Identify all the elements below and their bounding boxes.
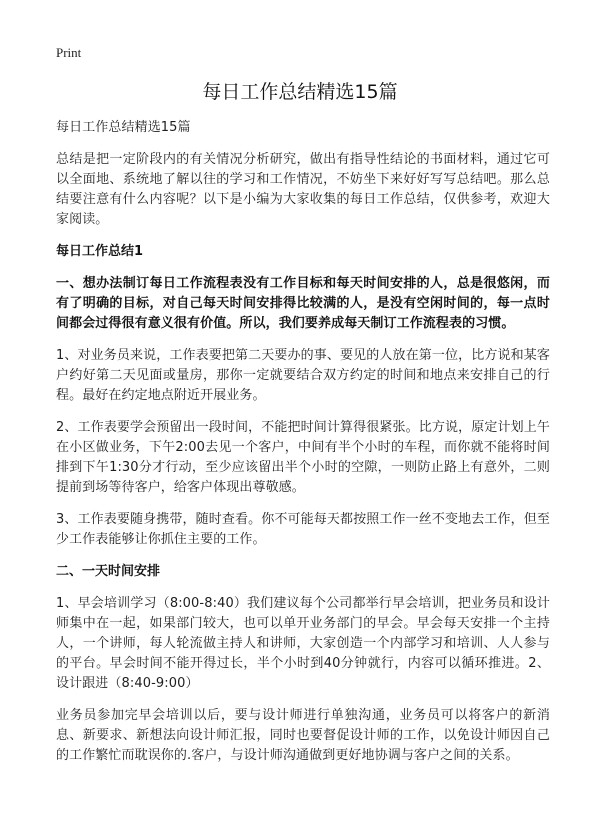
intro-paragraph: 总结是把一定阶段内的有关情况分析研究，做出有指导性结论的书面材料，通过它可以全面地、系统地了解以往的学习和工作情况，不妨坐下来好好写写总结吧。那么总结要注意有什么内容呢？以下是小编为大家收集的每日工作总结，仅供参考，欢迎大家阅读。 [56, 152, 550, 227]
list-item: 2、工作表要学会预留出一段时间，不能把时间计算得很紧张。比方说，原定计划上午在小区做业务，下午2:00去见一个客户，中间有半个小时的车程，而你就不能将时间排到下午1:30分才行动，至少应该留出半个小时的空隙，一则防止路上有意外，二则提前到场等待客户，给客户体现出尊敬感。 [56, 420, 550, 495]
section-heading: 每日工作总结1 [56, 244, 144, 259]
point-two-heading: 二、一天时间安排 [56, 564, 161, 579]
list-item: 业务员参加完早会培训以后，要与设计师进行单独沟通，业务员可以将客户的新消息、新要求、新想法向设计师汇报，同时也要督促设计师的工作，以免设计师因自己的工作繁忙而耽误你的.客户，与设计师沟通做到更好地协调与客户之间的关系。 [56, 708, 550, 763]
point-one-heading: 一、想办法制订每日工作流程表没有工作目标和每天时间安排的人，总是很悠闲，而有了明确的目标，对自己每天时间安排得比较满的人，是没有空闲时间的，每一点时间都会过得很有意义很有价值。所以，我们要养成每天制订工作流程表的习惯。 [56, 276, 550, 331]
list-item: 1、对业务员来说，工作表要把第二天要办的事、要见的人放在第一位，比方说和某客户约好第二天见面或量房，那你一定就要结合双方约定的时间和地点来安排自己的行程。最好在约定地点附近开展业务。 [56, 348, 550, 403]
list-item: 1、早会培训学习（8:00-8:40）我们建议每个公司都举行早会培训，把业务员和设计师集中在一起，如果部门较大，也可以单开业务部门的早会。早会每天安排一个主持人，一个讲师，每人轮流做主持人和讲师，大家创造一个内部学习和培训、人人参与的平台。早会时间不能开得过长，半个小时到40分钟就行，内容可以循环推进。2、设计跟进（8:40-9:00） [56, 596, 550, 691]
print-link[interactable]: Print [56, 45, 82, 60]
subtitle: 每日工作总结精选15篇 [56, 120, 191, 135]
page-title: 每日工作总结精选15篇 [202, 81, 398, 103]
list-item: 3、工作表要随身携带，随时查看。你不可能每天都按照工作一丝不变地去工作，但至少工作表能够让你抓住主要的工作。 [56, 512, 550, 547]
document-body [56, 118, 550, 778]
